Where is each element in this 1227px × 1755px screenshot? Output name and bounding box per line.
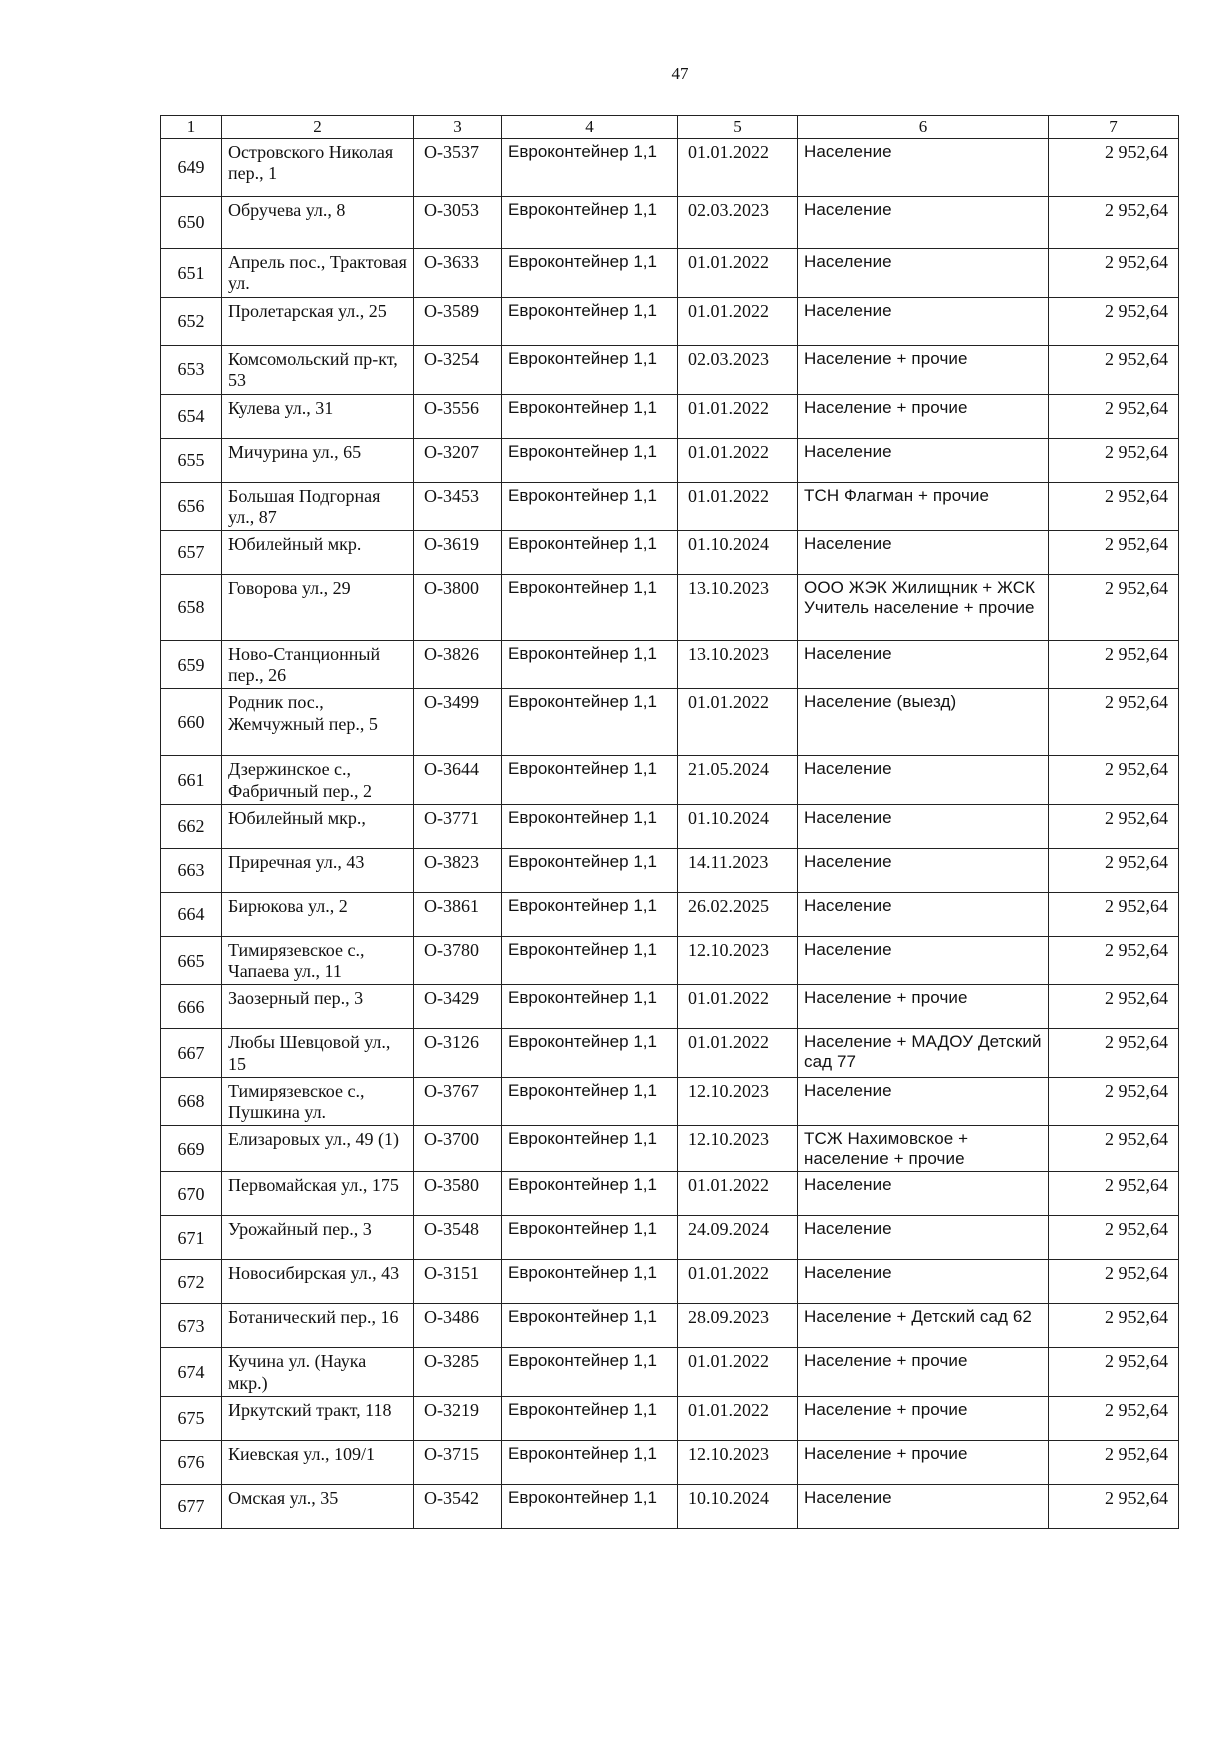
- consumers-cell: Население: [798, 804, 1049, 848]
- container-type-cell: Евроконтейнер 1,1: [502, 1304, 678, 1348]
- container-type-cell: Евроконтейнер 1,1: [502, 1216, 678, 1260]
- consumers-cell: Население: [798, 297, 1049, 345]
- row-number: 652: [161, 297, 222, 345]
- row-number: 674: [161, 1348, 222, 1396]
- start-date-cell: 01.01.2022: [678, 985, 798, 1029]
- start-date-cell: 01.01.2022: [678, 1172, 798, 1216]
- price-cell: 2 952,64: [1049, 1260, 1179, 1304]
- table-row: [161, 1029, 1179, 1077]
- site-code-cell: О-3767: [414, 1077, 502, 1125]
- table-row: [161, 139, 1179, 197]
- start-date-cell: 01.01.2022: [678, 249, 798, 297]
- container-type-cell: Евроконтейнер 1,1: [502, 297, 678, 345]
- start-date-cell: 12.10.2023: [678, 936, 798, 984]
- consumers-cell: Население + МАДОУ Детский сад 77: [798, 1029, 1049, 1077]
- table-row: [161, 1484, 1179, 1528]
- price-cell: 2 952,64: [1049, 197, 1179, 249]
- consumers-cell: Население + прочие: [798, 394, 1049, 438]
- site-code-cell: О-3537: [414, 139, 502, 197]
- site-code-cell: О-3207: [414, 438, 502, 482]
- container-type-cell: Евроконтейнер 1,1: [502, 804, 678, 848]
- row-number: 666: [161, 985, 222, 1029]
- table-row: [161, 297, 1179, 345]
- row-number: 670: [161, 1172, 222, 1216]
- start-date-cell: 01.01.2022: [678, 438, 798, 482]
- container-type-cell: Евроконтейнер 1,1: [502, 640, 678, 688]
- column-header: 2: [222, 116, 414, 139]
- start-date-cell: 10.10.2024: [678, 1484, 798, 1528]
- row-number: 655: [161, 438, 222, 482]
- table-row: [161, 249, 1179, 297]
- address-cell: Дзержинское с., Фабричный пер., 2: [222, 756, 414, 804]
- row-number: 665: [161, 936, 222, 984]
- row-number: 676: [161, 1440, 222, 1484]
- row-number: 656: [161, 482, 222, 530]
- column-header: 1: [161, 116, 222, 139]
- table-row: [161, 804, 1179, 848]
- address-cell: Апрель пос., Трактовая ул.: [222, 249, 414, 297]
- start-date-cell: 01.01.2022: [678, 482, 798, 530]
- container-type-cell: Евроконтейнер 1,1: [502, 139, 678, 197]
- site-code-cell: О-3151: [414, 1260, 502, 1304]
- start-date-cell: 12.10.2023: [678, 1440, 798, 1484]
- price-cell: 2 952,64: [1049, 848, 1179, 892]
- container-type-cell: Евроконтейнер 1,1: [502, 689, 678, 756]
- column-header: 4: [502, 116, 678, 139]
- address-cell: Омская ул., 35: [222, 1484, 414, 1528]
- table-row: [161, 530, 1179, 574]
- container-type-cell: Евроконтейнер 1,1: [502, 530, 678, 574]
- start-date-cell: 01.01.2022: [678, 1029, 798, 1077]
- start-date-cell: 12.10.2023: [678, 1077, 798, 1125]
- row-number: 650: [161, 197, 222, 249]
- consumers-cell: Население: [798, 1172, 1049, 1216]
- address-cell: Мичурина ул., 65: [222, 438, 414, 482]
- address-cell: Приречная ул., 43: [222, 848, 414, 892]
- table-row: [161, 574, 1179, 640]
- price-cell: 2 952,64: [1049, 1077, 1179, 1125]
- row-number: 668: [161, 1077, 222, 1125]
- container-type-cell: Евроконтейнер 1,1: [502, 482, 678, 530]
- consumers-cell: Население (выезд): [798, 689, 1049, 756]
- address-cell: Обручева ул., 8: [222, 197, 414, 249]
- container-type-cell: Евроконтейнер 1,1: [502, 1348, 678, 1396]
- address-cell: Комсомольский пр-кт, 53: [222, 345, 414, 394]
- row-number: 657: [161, 530, 222, 574]
- price-cell: 2 952,64: [1049, 1126, 1179, 1172]
- start-date-cell: 01.01.2022: [678, 297, 798, 345]
- start-date-cell: 24.09.2024: [678, 1216, 798, 1260]
- consumers-cell: Население: [798, 530, 1049, 574]
- site-code-cell: О-3219: [414, 1396, 502, 1440]
- site-code-cell: О-3861: [414, 892, 502, 936]
- container-type-cell: Евроконтейнер 1,1: [502, 249, 678, 297]
- table-row: [161, 985, 1179, 1029]
- address-cell: Киевская ул., 109/1: [222, 1440, 414, 1484]
- table-row: [161, 394, 1179, 438]
- consumers-cell: Население: [798, 1260, 1049, 1304]
- address-cell: Кулева ул., 31: [222, 394, 414, 438]
- site-code-cell: О-3826: [414, 640, 502, 688]
- site-code-cell: О-3619: [414, 530, 502, 574]
- consumers-cell: Население + Детский сад 62: [798, 1304, 1049, 1348]
- header-row: [161, 116, 1179, 139]
- start-date-cell: 01.01.2022: [678, 689, 798, 756]
- price-cell: 2 952,64: [1049, 936, 1179, 984]
- container-type-cell: Евроконтейнер 1,1: [502, 1484, 678, 1528]
- address-cell: Пролетарская ул., 25: [222, 297, 414, 345]
- container-type-cell: Евроконтейнер 1,1: [502, 1126, 678, 1172]
- table-row: [161, 689, 1179, 756]
- price-cell: 2 952,64: [1049, 1396, 1179, 1440]
- table-row: [161, 1077, 1179, 1125]
- row-number: 660: [161, 689, 222, 756]
- consumers-cell: Население + прочие: [798, 1440, 1049, 1484]
- table-row: [161, 1172, 1179, 1216]
- price-cell: 2 952,64: [1049, 1029, 1179, 1077]
- consumers-cell: Население + прочие: [798, 345, 1049, 394]
- start-date-cell: 13.10.2023: [678, 640, 798, 688]
- site-code-cell: О-3486: [414, 1304, 502, 1348]
- table-row: [161, 892, 1179, 936]
- row-number: 649: [161, 139, 222, 197]
- column-header: 7: [1049, 116, 1179, 139]
- table-row: [161, 482, 1179, 530]
- start-date-cell: 21.05.2024: [678, 756, 798, 804]
- start-date-cell: 01.01.2022: [678, 394, 798, 438]
- row-number: 663: [161, 848, 222, 892]
- table-row: [161, 438, 1179, 482]
- registry-table: [160, 115, 1179, 1529]
- price-cell: 2 952,64: [1049, 1304, 1179, 1348]
- address-cell: Ново-Станционный пер., 26: [222, 640, 414, 688]
- site-code-cell: О-3633: [414, 249, 502, 297]
- start-date-cell: 28.09.2023: [678, 1304, 798, 1348]
- address-cell: Ботанический пер., 16: [222, 1304, 414, 1348]
- column-header: 5: [678, 116, 798, 139]
- price-cell: 2 952,64: [1049, 438, 1179, 482]
- start-date-cell: 12.10.2023: [678, 1126, 798, 1172]
- row-number: 672: [161, 1260, 222, 1304]
- price-cell: 2 952,64: [1049, 985, 1179, 1029]
- table-row: [161, 640, 1179, 688]
- container-type-cell: Евроконтейнер 1,1: [502, 985, 678, 1029]
- row-number: 673: [161, 1304, 222, 1348]
- site-code-cell: О-3556: [414, 394, 502, 438]
- price-cell: 2 952,64: [1049, 394, 1179, 438]
- consumers-cell: Население: [798, 1484, 1049, 1528]
- container-type-cell: Евроконтейнер 1,1: [502, 892, 678, 936]
- price-cell: 2 952,64: [1049, 804, 1179, 848]
- address-cell: Юбилейный мкр.: [222, 530, 414, 574]
- price-cell: 2 952,64: [1049, 892, 1179, 936]
- consumers-cell: Население: [798, 756, 1049, 804]
- start-date-cell: 14.11.2023: [678, 848, 798, 892]
- price-cell: 2 952,64: [1049, 1440, 1179, 1484]
- column-header: 3: [414, 116, 502, 139]
- price-cell: 2 952,64: [1049, 1216, 1179, 1260]
- consumers-cell: Население: [798, 892, 1049, 936]
- container-type-cell: Евроконтейнер 1,1: [502, 1029, 678, 1077]
- address-cell: Тимирязевское с., Чапаева ул., 11: [222, 936, 414, 984]
- table-row: [161, 345, 1179, 394]
- consumers-cell: Население + прочие: [798, 985, 1049, 1029]
- consumers-cell: ООО ЖЭК Жилищник + ЖСК Учитель население + прочие: [798, 574, 1049, 640]
- address-cell: Говорова ул., 29: [222, 574, 414, 640]
- table-row: [161, 1440, 1179, 1484]
- container-type-cell: Евроконтейнер 1,1: [502, 394, 678, 438]
- table-row: [161, 936, 1179, 984]
- consumers-cell: ТСН Флагман + прочие: [798, 482, 1049, 530]
- table-row: [161, 1396, 1179, 1440]
- container-type-cell: Евроконтейнер 1,1: [502, 756, 678, 804]
- consumers-cell: Население + прочие: [798, 1348, 1049, 1396]
- address-cell: Любы Шевцовой ул., 15: [222, 1029, 414, 1077]
- consumers-cell: Население: [798, 139, 1049, 197]
- row-number: 677: [161, 1484, 222, 1528]
- consumers-cell: Население: [798, 438, 1049, 482]
- row-number: 658: [161, 574, 222, 640]
- site-code-cell: О-3548: [414, 1216, 502, 1260]
- table-row: [161, 756, 1179, 804]
- address-cell: Тимирязевское с., Пушкина ул.: [222, 1077, 414, 1125]
- address-cell: Родник пос., Жемчужный пер., 5: [222, 689, 414, 756]
- address-cell: Иркутский тракт, 118: [222, 1396, 414, 1440]
- site-code-cell: О-3700: [414, 1126, 502, 1172]
- row-number: 669: [161, 1126, 222, 1172]
- start-date-cell: 02.03.2023: [678, 197, 798, 249]
- address-cell: Урожайный пер., 3: [222, 1216, 414, 1260]
- site-code-cell: О-3126: [414, 1029, 502, 1077]
- row-number: 671: [161, 1216, 222, 1260]
- consumers-cell: Население: [798, 936, 1049, 984]
- address-cell: Заозерный пер., 3: [222, 985, 414, 1029]
- price-cell: 2 952,64: [1049, 689, 1179, 756]
- start-date-cell: 01.01.2022: [678, 1260, 798, 1304]
- site-code-cell: О-3823: [414, 848, 502, 892]
- container-type-cell: Евроконтейнер 1,1: [502, 197, 678, 249]
- address-cell: Первомайская ул., 175: [222, 1172, 414, 1216]
- row-number: 667: [161, 1029, 222, 1077]
- container-type-cell: Евроконтейнер 1,1: [502, 1077, 678, 1125]
- price-cell: 2 952,64: [1049, 249, 1179, 297]
- container-type-cell: Евроконтейнер 1,1: [502, 1172, 678, 1216]
- start-date-cell: 01.10.2024: [678, 530, 798, 574]
- container-type-cell: Евроконтейнер 1,1: [502, 848, 678, 892]
- consumers-cell: ТСЖ Нахимовское + население + прочие: [798, 1126, 1049, 1172]
- start-date-cell: 01.01.2022: [678, 1396, 798, 1440]
- start-date-cell: 13.10.2023: [678, 574, 798, 640]
- address-cell: Большая Подгорная ул., 87: [222, 482, 414, 530]
- price-cell: 2 952,64: [1049, 756, 1179, 804]
- address-cell: Юбилейный мкр.,: [222, 804, 414, 848]
- container-type-cell: Евроконтейнер 1,1: [502, 936, 678, 984]
- table-row: [161, 197, 1179, 249]
- container-type-cell: Евроконтейнер 1,1: [502, 1440, 678, 1484]
- site-code-cell: О-3580: [414, 1172, 502, 1216]
- start-date-cell: 01.01.2022: [678, 139, 798, 197]
- row-number: 651: [161, 249, 222, 297]
- container-type-cell: Евроконтейнер 1,1: [502, 438, 678, 482]
- consumers-cell: Население: [798, 848, 1049, 892]
- consumers-cell: Население: [798, 1077, 1049, 1125]
- price-cell: 2 952,64: [1049, 297, 1179, 345]
- site-code-cell: О-3644: [414, 756, 502, 804]
- table-row: [161, 1260, 1179, 1304]
- site-code-cell: О-3453: [414, 482, 502, 530]
- price-cell: 2 952,64: [1049, 139, 1179, 197]
- address-cell: Елизаровых ул., 49 (1): [222, 1126, 414, 1172]
- price-cell: 2 952,64: [1049, 1348, 1179, 1396]
- price-cell: 2 952,64: [1049, 345, 1179, 394]
- site-code-cell: О-3589: [414, 297, 502, 345]
- price-cell: 2 952,64: [1049, 482, 1179, 530]
- row-number: 662: [161, 804, 222, 848]
- site-code-cell: О-3780: [414, 936, 502, 984]
- column-header: 6: [798, 116, 1049, 139]
- row-number: 675: [161, 1396, 222, 1440]
- site-code-cell: О-3254: [414, 345, 502, 394]
- consumers-cell: Население: [798, 640, 1049, 688]
- address-cell: Островского Николая пер., 1: [222, 139, 414, 197]
- table-row: [161, 1348, 1179, 1396]
- price-cell: 2 952,64: [1049, 640, 1179, 688]
- site-code-cell: О-3429: [414, 985, 502, 1029]
- site-code-cell: О-3499: [414, 689, 502, 756]
- table-row: [161, 1304, 1179, 1348]
- page-number: 47: [671, 64, 689, 83]
- table-row: [161, 1216, 1179, 1260]
- site-code-cell: О-3053: [414, 197, 502, 249]
- start-date-cell: 26.02.2025: [678, 892, 798, 936]
- site-code-cell: О-3771: [414, 804, 502, 848]
- price-cell: 2 952,64: [1049, 1172, 1179, 1216]
- site-code-cell: О-3285: [414, 1348, 502, 1396]
- site-code-cell: О-3715: [414, 1440, 502, 1484]
- container-type-cell: Евроконтейнер 1,1: [502, 1260, 678, 1304]
- table-row: [161, 1126, 1179, 1172]
- container-type-cell: Евроконтейнер 1,1: [502, 1396, 678, 1440]
- row-number: 654: [161, 394, 222, 438]
- price-cell: 2 952,64: [1049, 530, 1179, 574]
- address-cell: Новосибирская ул., 43: [222, 1260, 414, 1304]
- start-date-cell: 01.10.2024: [678, 804, 798, 848]
- table-body: [161, 139, 1179, 1529]
- site-code-cell: О-3800: [414, 574, 502, 640]
- consumers-cell: Население: [798, 249, 1049, 297]
- row-number: 664: [161, 892, 222, 936]
- row-number: 659: [161, 640, 222, 688]
- consumers-cell: Население: [798, 1216, 1049, 1260]
- start-date-cell: 02.03.2023: [678, 345, 798, 394]
- price-cell: 2 952,64: [1049, 1484, 1179, 1528]
- address-cell: Бирюкова ул., 2: [222, 892, 414, 936]
- start-date-cell: 01.01.2022: [678, 1348, 798, 1396]
- address-cell: Кучина ул. (Наука мкр.): [222, 1348, 414, 1396]
- row-number: 653: [161, 345, 222, 394]
- site-code-cell: О-3542: [414, 1484, 502, 1528]
- consumers-cell: Население + прочие: [798, 1396, 1049, 1440]
- table-row: [161, 848, 1179, 892]
- row-number: 661: [161, 756, 222, 804]
- price-cell: 2 952,64: [1049, 574, 1179, 640]
- container-type-cell: Евроконтейнер 1,1: [502, 345, 678, 394]
- container-type-cell: Евроконтейнер 1,1: [502, 574, 678, 640]
- consumers-cell: Население: [798, 197, 1049, 249]
